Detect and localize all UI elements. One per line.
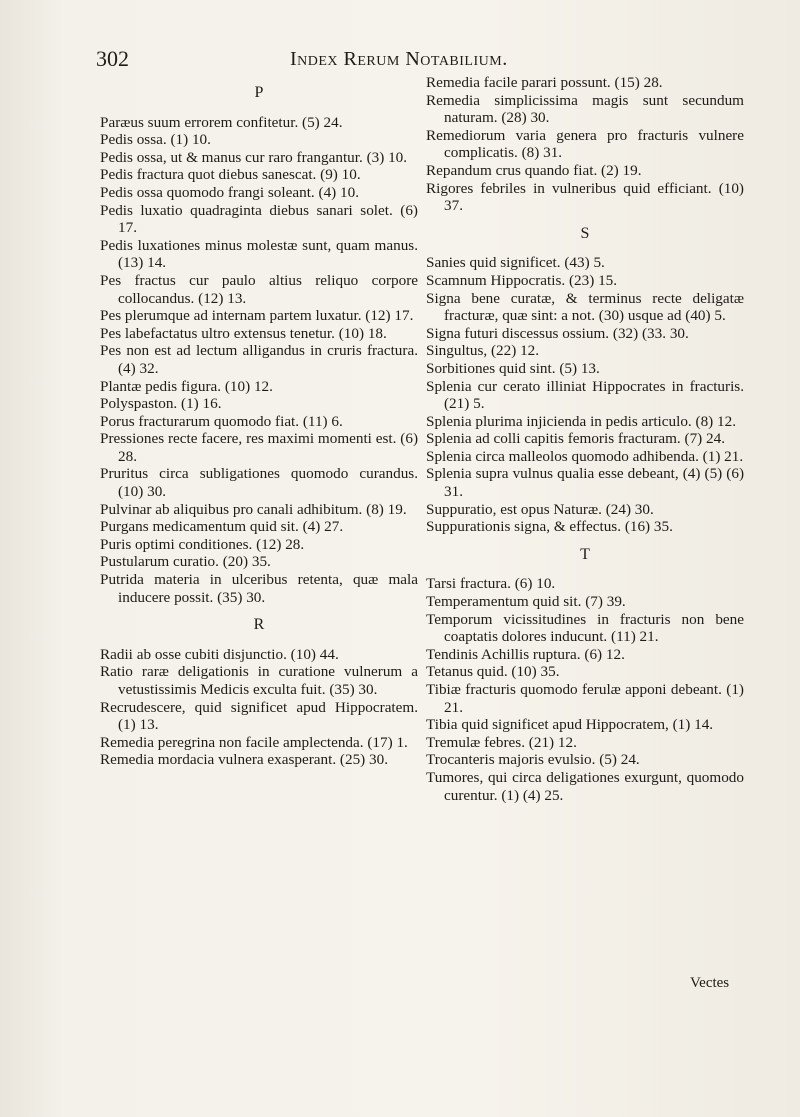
index-entry: Pes non est ad lectum alligandus in cruris fractura. (4) 32.: [100, 342, 418, 377]
index-entry: Tremulæ febres. (21) 12.: [426, 733, 577, 751]
page-number: 302: [96, 46, 129, 71]
running-title: Index Rerum Notabilium.: [290, 48, 508, 70]
index-entry: Paræus suum errorem confitetur. (5) 24.: [100, 113, 343, 131]
index-entry: Porus fracturarum quomodo fiat. (11) 6.: [100, 412, 343, 430]
index-entry: Splenia ad colli capitis femoris fracturam. (7) 24.: [426, 430, 726, 448]
index-entry: Plantæ pedis figura. (10) 12.: [100, 377, 273, 395]
index-entry: Pruritus circa subligationes quomodo curandus. (10) 30.: [100, 465, 418, 501]
index-entry: Pulvinar ab aliquibus pro canali adhibitum. (8) 19.: [100, 500, 407, 518]
index-entry: Pressiones recte facere, res maximi momenti est. (6) 28.: [100, 430, 418, 465]
index-entry: Remedia peregrina non facile amplectenda. (17) 1.: [100, 733, 408, 751]
index-entry: Pes plerumque ad internam partem luxatur. (12) 17.: [100, 307, 414, 325]
index-entry: Sorbitiones quid sint. (5) 13.: [426, 359, 600, 377]
index-entry: Remediorum varia genera pro fracturis vulnere complicatis. (8) 31.: [426, 126, 744, 162]
index-entry: Pedis ossa, ut & manus cur raro frangantur. (3) 10.: [100, 148, 408, 166]
index-entry: Tibiæ fracturis quomodo ferulæ apponi debeant. (1) 21.: [426, 681, 744, 716]
index-entry: Ratio raræ deligationis in curatione vulnerum a vetustissimis Medicis exculta fuit. (35) 30.: [100, 663, 418, 698]
index-entry: Signa futuri discessus ossium. (32) (33. 30.: [426, 324, 689, 342]
index-entry: Recrudescere, quid significet apud Hippocratem. (1) 13.: [100, 698, 418, 734]
index-entry: Temporum vicissitudines in fracturis non bene coaptatis dolores inducunt. (11) 21.: [426, 610, 744, 646]
index-entry: Scamnum Hippocratis. (23) 15.: [426, 271, 618, 289]
index-entry: Remedia mordacia vulnera exasperant. (25) 30.: [100, 751, 389, 769]
right-column: [426, 74, 744, 804]
index-entry: Pedis luxationes minus molestæ sunt, quam manus. (13) 14.: [100, 236, 418, 272]
section-letter: S: [580, 224, 590, 242]
index-entry: Pes labefactatus ultro extensus tenetur. (10) 18.: [100, 324, 387, 342]
index-entry: Tendinis Achillis ruptura. (6) 12.: [426, 645, 625, 663]
index-entry: Pedis fractura quot diebus sanescat. (9) 10.: [100, 166, 361, 184]
index-entry: Tarsi fractura. (6) 10.: [426, 575, 556, 593]
index-entry: Pes fractus cur paulo altius reliquo corpore collocandus. (12) 13.: [100, 271, 418, 307]
index-entry: Signa bene curatæ, & terminus recte deligatæ fracturæ, quæ sint: a not. (30) usque ad (40) 5.: [426, 289, 744, 325]
index-entry: Sanies quid significet. (43) 5.: [426, 254, 605, 272]
index-entry: Pedis ossa quomodo frangi soleant. (4) 10.: [100, 183, 359, 201]
index-entry: Remedia facile parari possunt. (15) 28.: [426, 74, 663, 91]
section-letter: T: [580, 545, 590, 563]
index-entry: Radii ab osse cubiti disjunctio. (10) 44.: [100, 645, 339, 663]
section-letter: P: [254, 84, 264, 101]
index-entry: Pedis ossa. (1) 10.: [100, 131, 211, 149]
index-entry: Tumores, qui circa deligationes exurgunt, quomodo curentur. (1) (4) 25.: [426, 768, 744, 804]
index-entry: Purgans medicamentum quid sit. (4) 27.: [100, 518, 344, 536]
index-entry: Remedia simplicissima magis sunt secundum naturam. (28) 30.: [426, 91, 744, 127]
index-entry: Splenia plurima injicienda in pedis articulo. (8) 12.: [426, 412, 737, 430]
index-entry: Suppuratio, est opus Naturæ. (24) 30.: [426, 500, 654, 518]
index-entry: Splenia supra vulnus qualia esse debeant, (4) (5) (6) 31.: [426, 465, 744, 501]
index-entry: Splenia cur cerato illiniat Hippocrates in fracturis. (21) 5.: [426, 377, 744, 413]
index-entry: Singultus, (22) 12.: [426, 342, 540, 360]
section-letter: R: [253, 616, 265, 634]
index-entry: Putrida materia in ulceribus retenta, quæ mala inducere possit. (35) 30.: [100, 571, 418, 606]
index-entry: Tetanus quid. (10) 35.: [426, 663, 560, 681]
index-entry: Temperamentum quid sit. (7) 39.: [426, 593, 626, 611]
index-entry: Splenia circa malleolos quomodo adhibenda. (1) 21.: [426, 447, 744, 465]
index-entry: Pustularum curatio. (20) 35.: [100, 553, 271, 571]
index-entry: Pedis luxatio quadraginta diebus sanari solet. (6) 17.: [100, 201, 418, 237]
index-entry: Repandum crus quando fiat. (2) 19.: [426, 161, 642, 179]
index-entry: Tibia quid significet apud Hippocratem, (1) 14.: [426, 716, 714, 734]
index-entry: Trocanteris majoris evulsio. (5) 24.: [426, 751, 640, 769]
left-column: [100, 74, 418, 769]
index-entry: Rigores febriles in vulneribus quid efficiant. (10) 37.: [426, 179, 744, 215]
index-entry: Suppurationis signa, & effectus. (16) 35.: [426, 518, 673, 536]
index-entry: Puris optimi conditiones. (12) 28.: [100, 535, 305, 553]
catchword: Vectes: [690, 975, 730, 991]
index-entry: Polyspaston. (1) 16.: [100, 395, 222, 413]
